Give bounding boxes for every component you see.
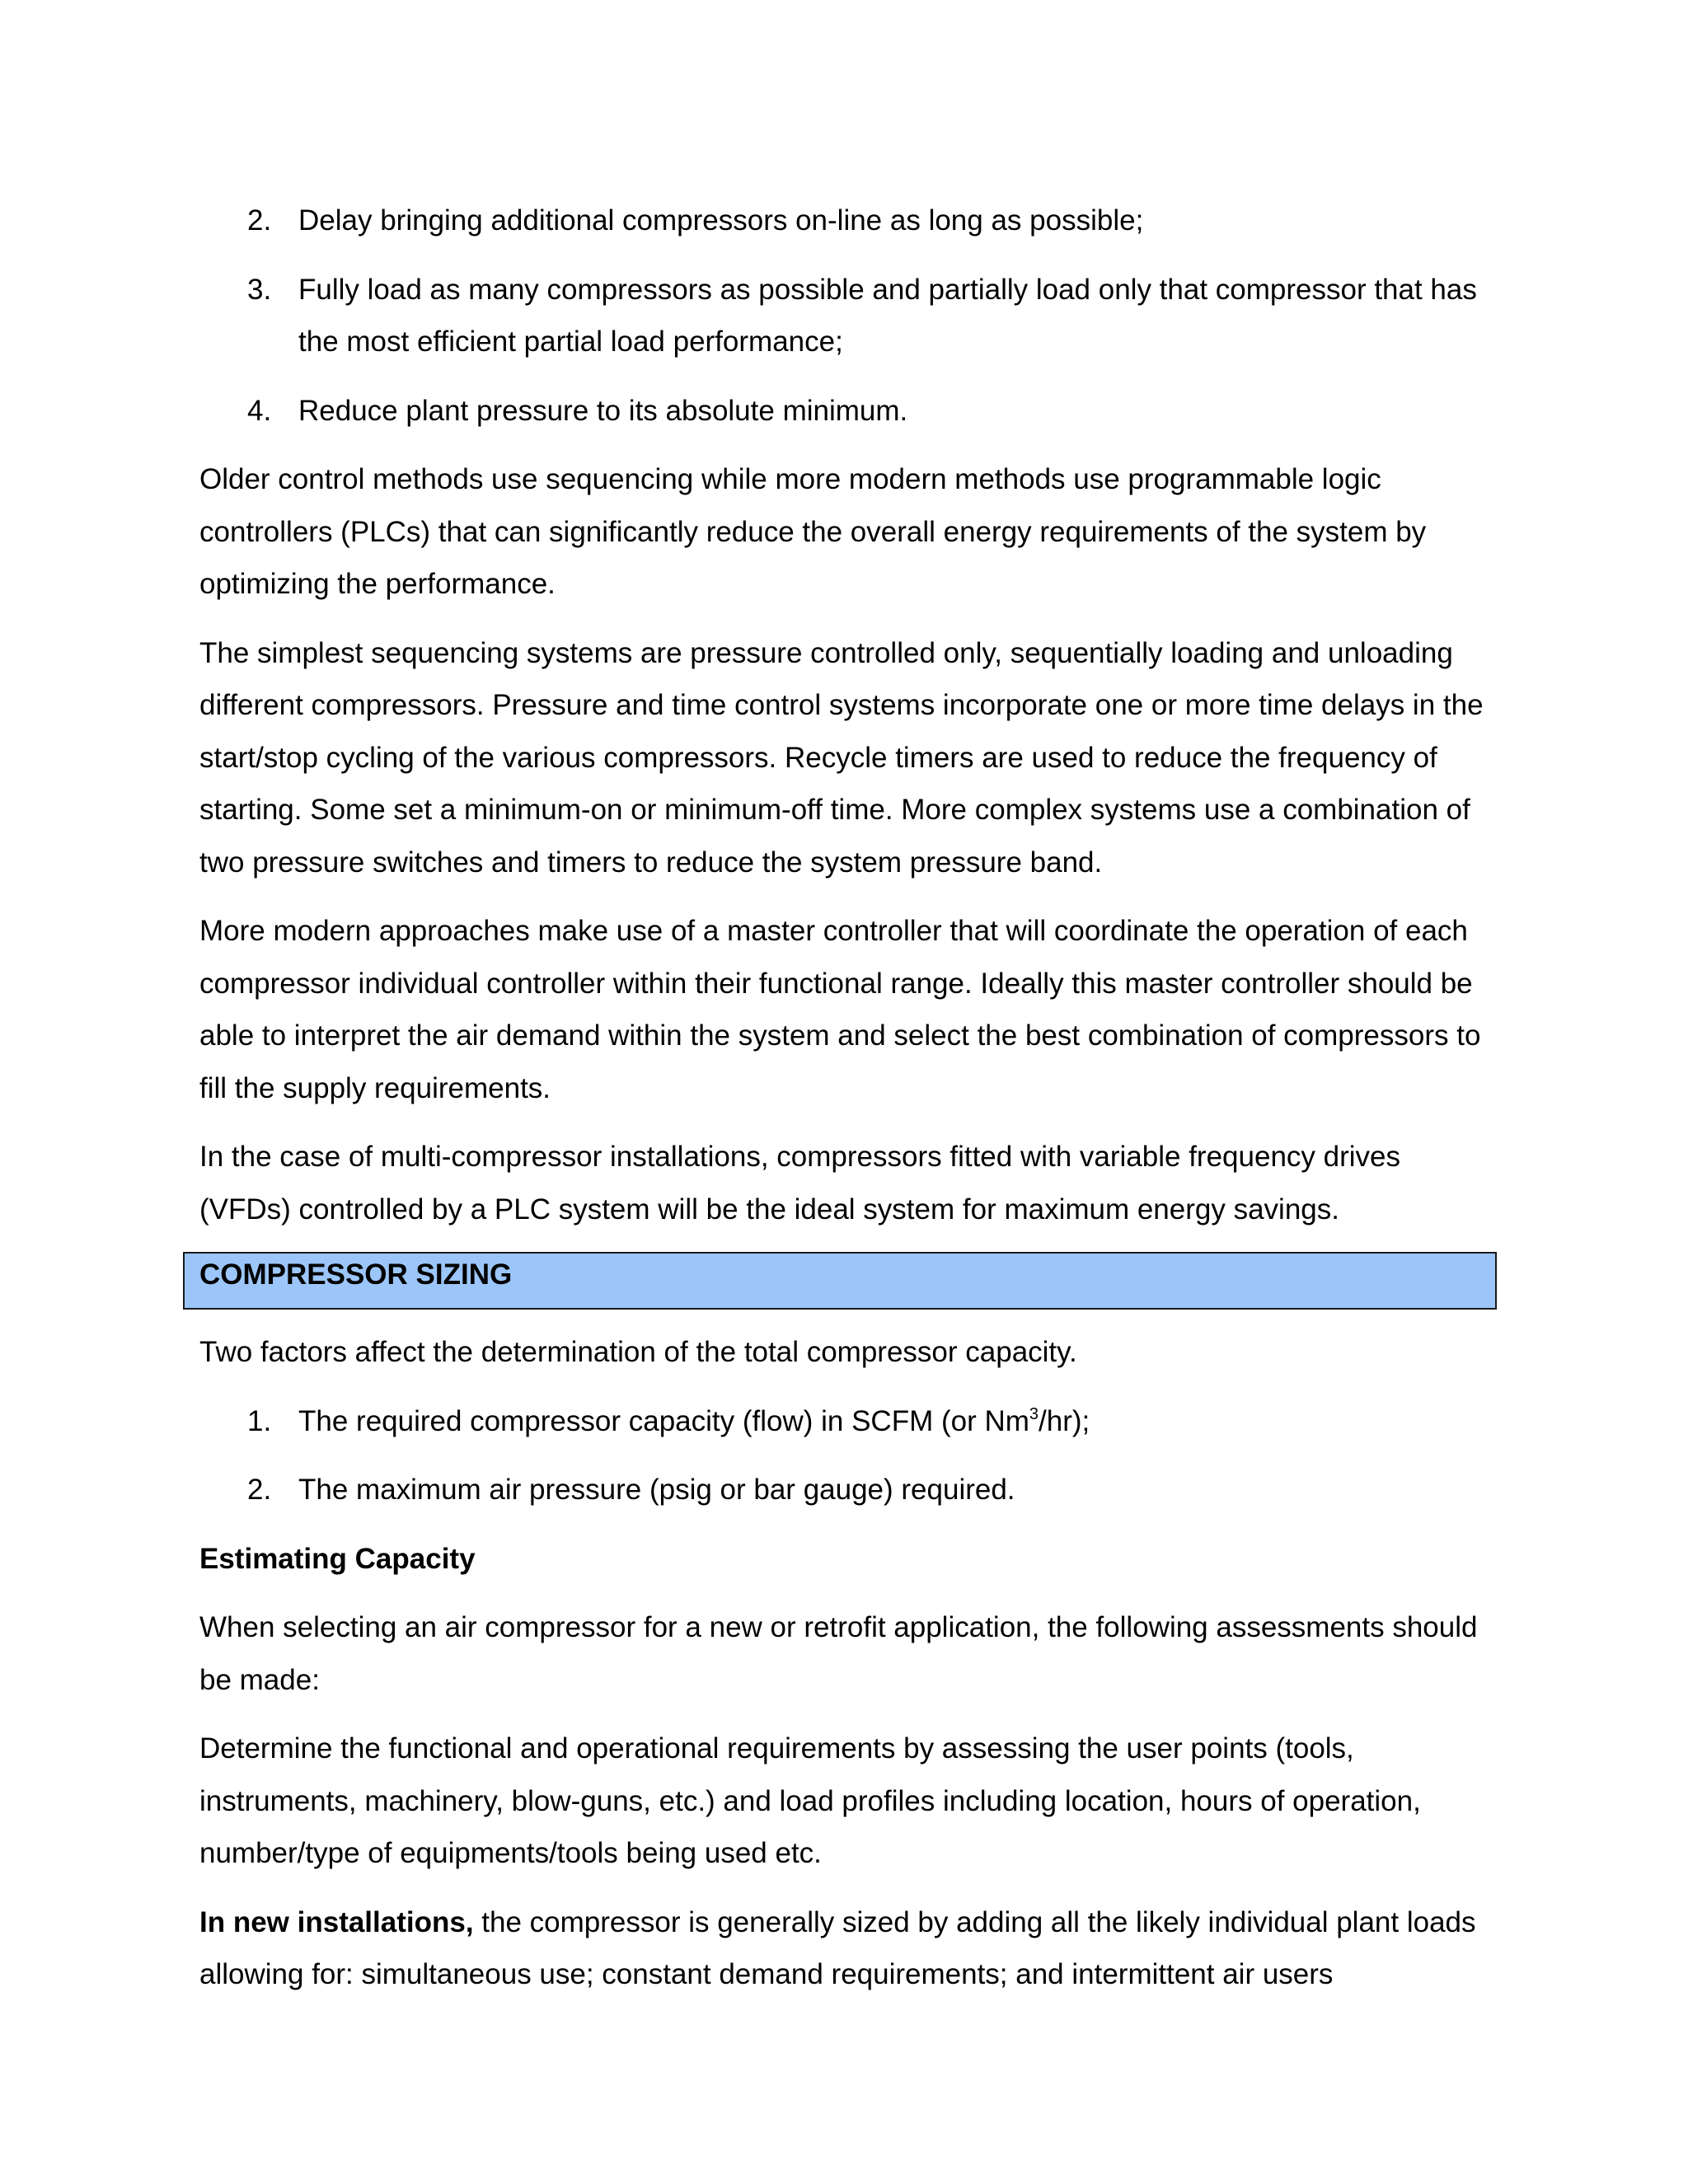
paragraph: Older control methods use sequencing while more modern methods use programmable logic controllers (PLCs) that can significantly reduce the overall energy requirements of the system by optimizing the performance. [199,463,1427,600]
section-heading-bar [183,1252,1497,1310]
section-intro: Two factors affect the determination of the total compressor capacity. [199,1336,1077,1368]
list-item [199,194,1485,247]
list-number: 2. [247,204,272,237]
list-number: 1. [247,1404,272,1437]
list-number: 3. [247,273,272,306]
paragraph: In the case of multi-compressor installations, compressors fitted with variable frequency drives (VFDs) controlled by a PLC system will be the ideal system for maximum energy savings. [199,1141,1400,1226]
list-text: The maximum air pressure (psig or bar gauge) required. [298,1474,1015,1506]
list-text: Delay bringing additional compressors on-line as long as possible; [298,204,1144,237]
list-number: 2. [247,1474,272,1506]
paragraph [199,1896,1485,2001]
list-item [199,1464,1485,1516]
list-number: 4. [247,394,272,427]
list-item [199,385,1485,438]
list-text-after: /hr); [1039,1404,1090,1437]
list-text-before: The required compressor capacity (flow) in SCFM (or Nm [298,1404,1029,1437]
section-title: COMPRESSOR SIZING [199,1258,513,1291]
superscript: 3 [1029,1404,1039,1423]
list-item [199,1395,1485,1448]
paragraph: More modern approaches make use of a master controller that will coordinate the operation of each compressor individual controller within their functional range. Ideally this master controller should be able to interpret the air demand within the system and select the best combination of compressors to fill the supply requirements. [199,915,1481,1104]
paragraph-text: the compressor is generally sized by adding all the likely individual plant loads allowing for: simultaneous use; constant demand requirements; and intermittent air users [199,1905,1476,1990]
paragraph: The simplest sequencing systems are pressure controlled only, sequentially loading and unloading different compressors. Pressure and time control systems incorporate one or more time delays in the start/stop cycling of the various compressors. Recycle timers are used to reduce the frequency of starting. Some set a minimum-on or minimum-off time. More complex systems use a combination of two pressure switches and timers to reduce the system pressure band. [199,636,1484,879]
list-text: Reduce plant pressure to its absolute minimum. [298,394,908,427]
list-text [298,1405,1090,1437]
paragraph: When selecting an air compressor for a new or retrofit application, the following assessments should be made: [199,1611,1478,1696]
subheading: Estimating Capacity [199,1542,476,1575]
list-text: Fully load as many compressors as possible and partially load only that compressor that has the most efficient partial load performance; [298,273,1477,358]
list-item [199,264,1485,368]
page-content [199,194,1485,2018]
paragraph: Determine the functional and operational requirements by assessing the user points (tools, instruments, machinery, blow-guns, etc.) and load profiles including location, hours of operation, number/type of equipments/tools being used etc. [199,1732,1421,1869]
bold-lead: In new installations, [199,1905,474,1938]
